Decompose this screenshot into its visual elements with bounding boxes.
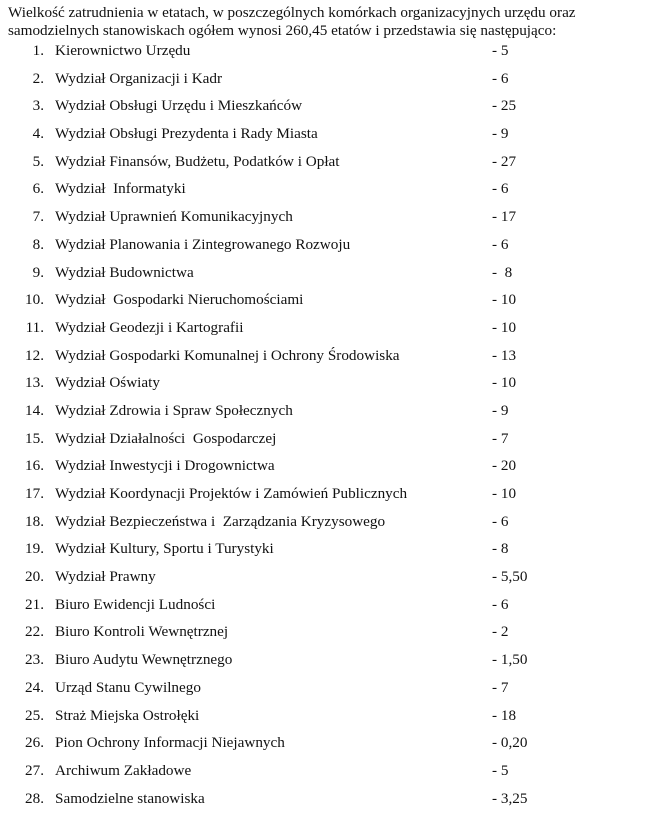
item-number: 1. bbox=[32, 42, 44, 59]
item-number: 22. bbox=[25, 623, 44, 641]
list-item bbox=[0, 342, 650, 370]
unit-name: Wydział Inwestycji i Drogownictwa bbox=[55, 457, 275, 475]
list-item bbox=[0, 757, 650, 785]
item-number: 7. bbox=[32, 208, 44, 226]
unit-name: Wydział Obsługi Urzędu i Mieszkańców bbox=[55, 97, 303, 115]
list-item bbox=[0, 92, 650, 120]
fte-value: - 3,25 bbox=[492, 789, 528, 807]
list-item bbox=[0, 591, 650, 619]
list-item bbox=[0, 535, 650, 563]
list-item bbox=[0, 203, 650, 231]
fte-value: - 10 bbox=[492, 485, 517, 502]
list-item bbox=[0, 563, 650, 591]
item-number: 16. bbox=[25, 457, 44, 475]
list-item bbox=[0, 646, 650, 674]
unit-name: Wydział Prawny bbox=[55, 568, 156, 586]
item-number: 17. bbox=[25, 485, 44, 502]
item-number: 24. bbox=[25, 678, 44, 696]
unit-name: Wydział Działalności Gospodarczej bbox=[55, 429, 277, 447]
fte-value: - 20 bbox=[492, 457, 517, 475]
unit-name: Pion Ochrony Informacji Niejawnych bbox=[55, 734, 285, 752]
unit-name: Wydział Planowania i Zintegrowanego Rozwoju bbox=[55, 235, 351, 253]
item-number: 4. bbox=[32, 125, 44, 143]
list-item bbox=[0, 231, 650, 259]
fte-value: - 6 bbox=[492, 69, 509, 87]
item-number: 20. bbox=[25, 568, 44, 586]
fte-value: - 5 bbox=[492, 761, 509, 779]
fte-value: - 13 bbox=[492, 346, 517, 364]
unit-list bbox=[0, 37, 650, 812]
fte-value: - 6 bbox=[492, 180, 509, 198]
fte-value: - 17 bbox=[492, 208, 517, 226]
list-item bbox=[0, 785, 650, 813]
fte-value: - 1,50 bbox=[492, 651, 528, 669]
list-item bbox=[0, 452, 650, 480]
item-number: 11. bbox=[25, 318, 44, 336]
item-number: 10. bbox=[25, 291, 44, 309]
list-item bbox=[0, 120, 650, 148]
unit-name: Wydział Zdrowia i Spraw Społecznych bbox=[55, 401, 293, 419]
item-number: 2. bbox=[32, 69, 44, 87]
list-item bbox=[0, 618, 650, 646]
unit-name: Wydział Geodezji i Kartografii bbox=[55, 318, 244, 336]
list-item bbox=[0, 425, 650, 453]
fte-value: - 7 bbox=[492, 678, 509, 696]
intro-paragraph: Wielkość zatrudnienia w etatach, w poszczególnych komórkach organizacyjnych urzędu oraz samodzielnych stanowiskach ogółem wynosi 260,45 etatów i przedstawia się następująco: bbox=[8, 4, 576, 39]
item-number: 27. bbox=[25, 761, 44, 779]
unit-name: Wydział Obsługi Prezydenta i Rady Miasta bbox=[55, 125, 318, 143]
unit-name: Wydział Kultury, Sportu i Turystyki bbox=[55, 540, 274, 558]
item-number: 13. bbox=[25, 374, 44, 392]
list-item bbox=[0, 369, 650, 397]
list-item bbox=[0, 729, 650, 757]
item-number: 14. bbox=[25, 401, 44, 419]
fte-value: - 10 bbox=[492, 374, 517, 392]
unit-name: Wydział Informatyki bbox=[55, 180, 186, 198]
fte-value: - 6 bbox=[492, 595, 509, 613]
list-item bbox=[0, 702, 650, 730]
list-item bbox=[0, 674, 650, 702]
unit-name: Biuro Audytu Wewnętrznego bbox=[55, 651, 233, 669]
unit-name: Wydział Uprawnień Komunikacyjnych bbox=[55, 208, 293, 226]
fte-value: - 2 bbox=[492, 623, 509, 641]
unit-name: Biuro Kontroli Wewnętrznej bbox=[55, 623, 229, 641]
list-item bbox=[0, 148, 650, 176]
fte-value: - 10 bbox=[492, 291, 517, 309]
item-number: 9. bbox=[32, 263, 44, 281]
fte-value: - 9 bbox=[492, 401, 509, 419]
item-number: 6. bbox=[32, 180, 44, 198]
fte-value: - 7 bbox=[492, 429, 509, 447]
item-number: 15. bbox=[25, 429, 44, 447]
list-item bbox=[0, 480, 650, 508]
fte-value: - 5,50 bbox=[492, 568, 528, 586]
list-item bbox=[0, 314, 650, 342]
unit-name: Wydział Budownictwa bbox=[55, 263, 194, 281]
item-number: 26. bbox=[25, 734, 44, 752]
unit-name: Samodzielne stanowiska bbox=[55, 789, 205, 807]
item-number: 25. bbox=[25, 706, 44, 724]
fte-value: - 0,20 bbox=[492, 734, 528, 752]
unit-name: Wydział Oświaty bbox=[55, 374, 160, 392]
unit-name: Wydział Bezpieczeństwa i Zarządzania Kryzysowego bbox=[55, 512, 386, 530]
fte-value: - 27 bbox=[492, 152, 517, 170]
unit-name: Kierownictwo Urzędu bbox=[55, 42, 191, 59]
item-number: 19. bbox=[25, 540, 44, 558]
unit-name: Urząd Stanu Cywilnego bbox=[55, 678, 201, 696]
fte-value: - 8 bbox=[492, 263, 513, 281]
fte-value: - 18 bbox=[492, 706, 517, 724]
item-number: 3. bbox=[32, 97, 44, 115]
list-item bbox=[0, 397, 650, 425]
list-item bbox=[0, 259, 650, 287]
fte-value: - 6 bbox=[492, 512, 509, 530]
list-item bbox=[0, 175, 650, 203]
list-item bbox=[0, 286, 650, 314]
fte-value: - 25 bbox=[492, 97, 517, 115]
item-number: 12. bbox=[25, 346, 44, 364]
unit-name: Wydział Gospodarki Komunalnej i Ochrony Środowiska bbox=[55, 346, 400, 364]
item-number: 8. bbox=[32, 235, 44, 253]
unit-name: Wydział Koordynacji Projektów i Zamówień Publicznych bbox=[55, 485, 408, 502]
fte-value: - 6 bbox=[492, 235, 509, 253]
fte-value: - 5 bbox=[492, 42, 509, 59]
item-number: 21. bbox=[25, 595, 44, 613]
fte-value: - 9 bbox=[492, 125, 509, 143]
item-number: 5. bbox=[32, 152, 44, 170]
unit-name: Wydział Finansów, Budżetu, Podatków i Opłat bbox=[55, 152, 340, 170]
list-item bbox=[0, 65, 650, 93]
unit-name: Wydział Organizacji i Kadr bbox=[55, 69, 223, 87]
unit-name: Straż Miejska Ostrołęki bbox=[55, 706, 200, 724]
fte-value: - 8 bbox=[492, 540, 509, 558]
item-number: 18. bbox=[25, 512, 44, 530]
unit-name: Archiwum Zakładowe bbox=[55, 761, 192, 779]
fte-value: - 10 bbox=[492, 318, 517, 336]
unit-name: Biuro Ewidencji Ludności bbox=[55, 595, 216, 613]
unit-name: Wydział Gospodarki Nieruchomościami bbox=[55, 291, 304, 309]
list-item bbox=[0, 508, 650, 536]
list-item bbox=[0, 37, 650, 65]
item-number: 28. bbox=[25, 789, 44, 807]
item-number: 23. bbox=[25, 651, 44, 669]
